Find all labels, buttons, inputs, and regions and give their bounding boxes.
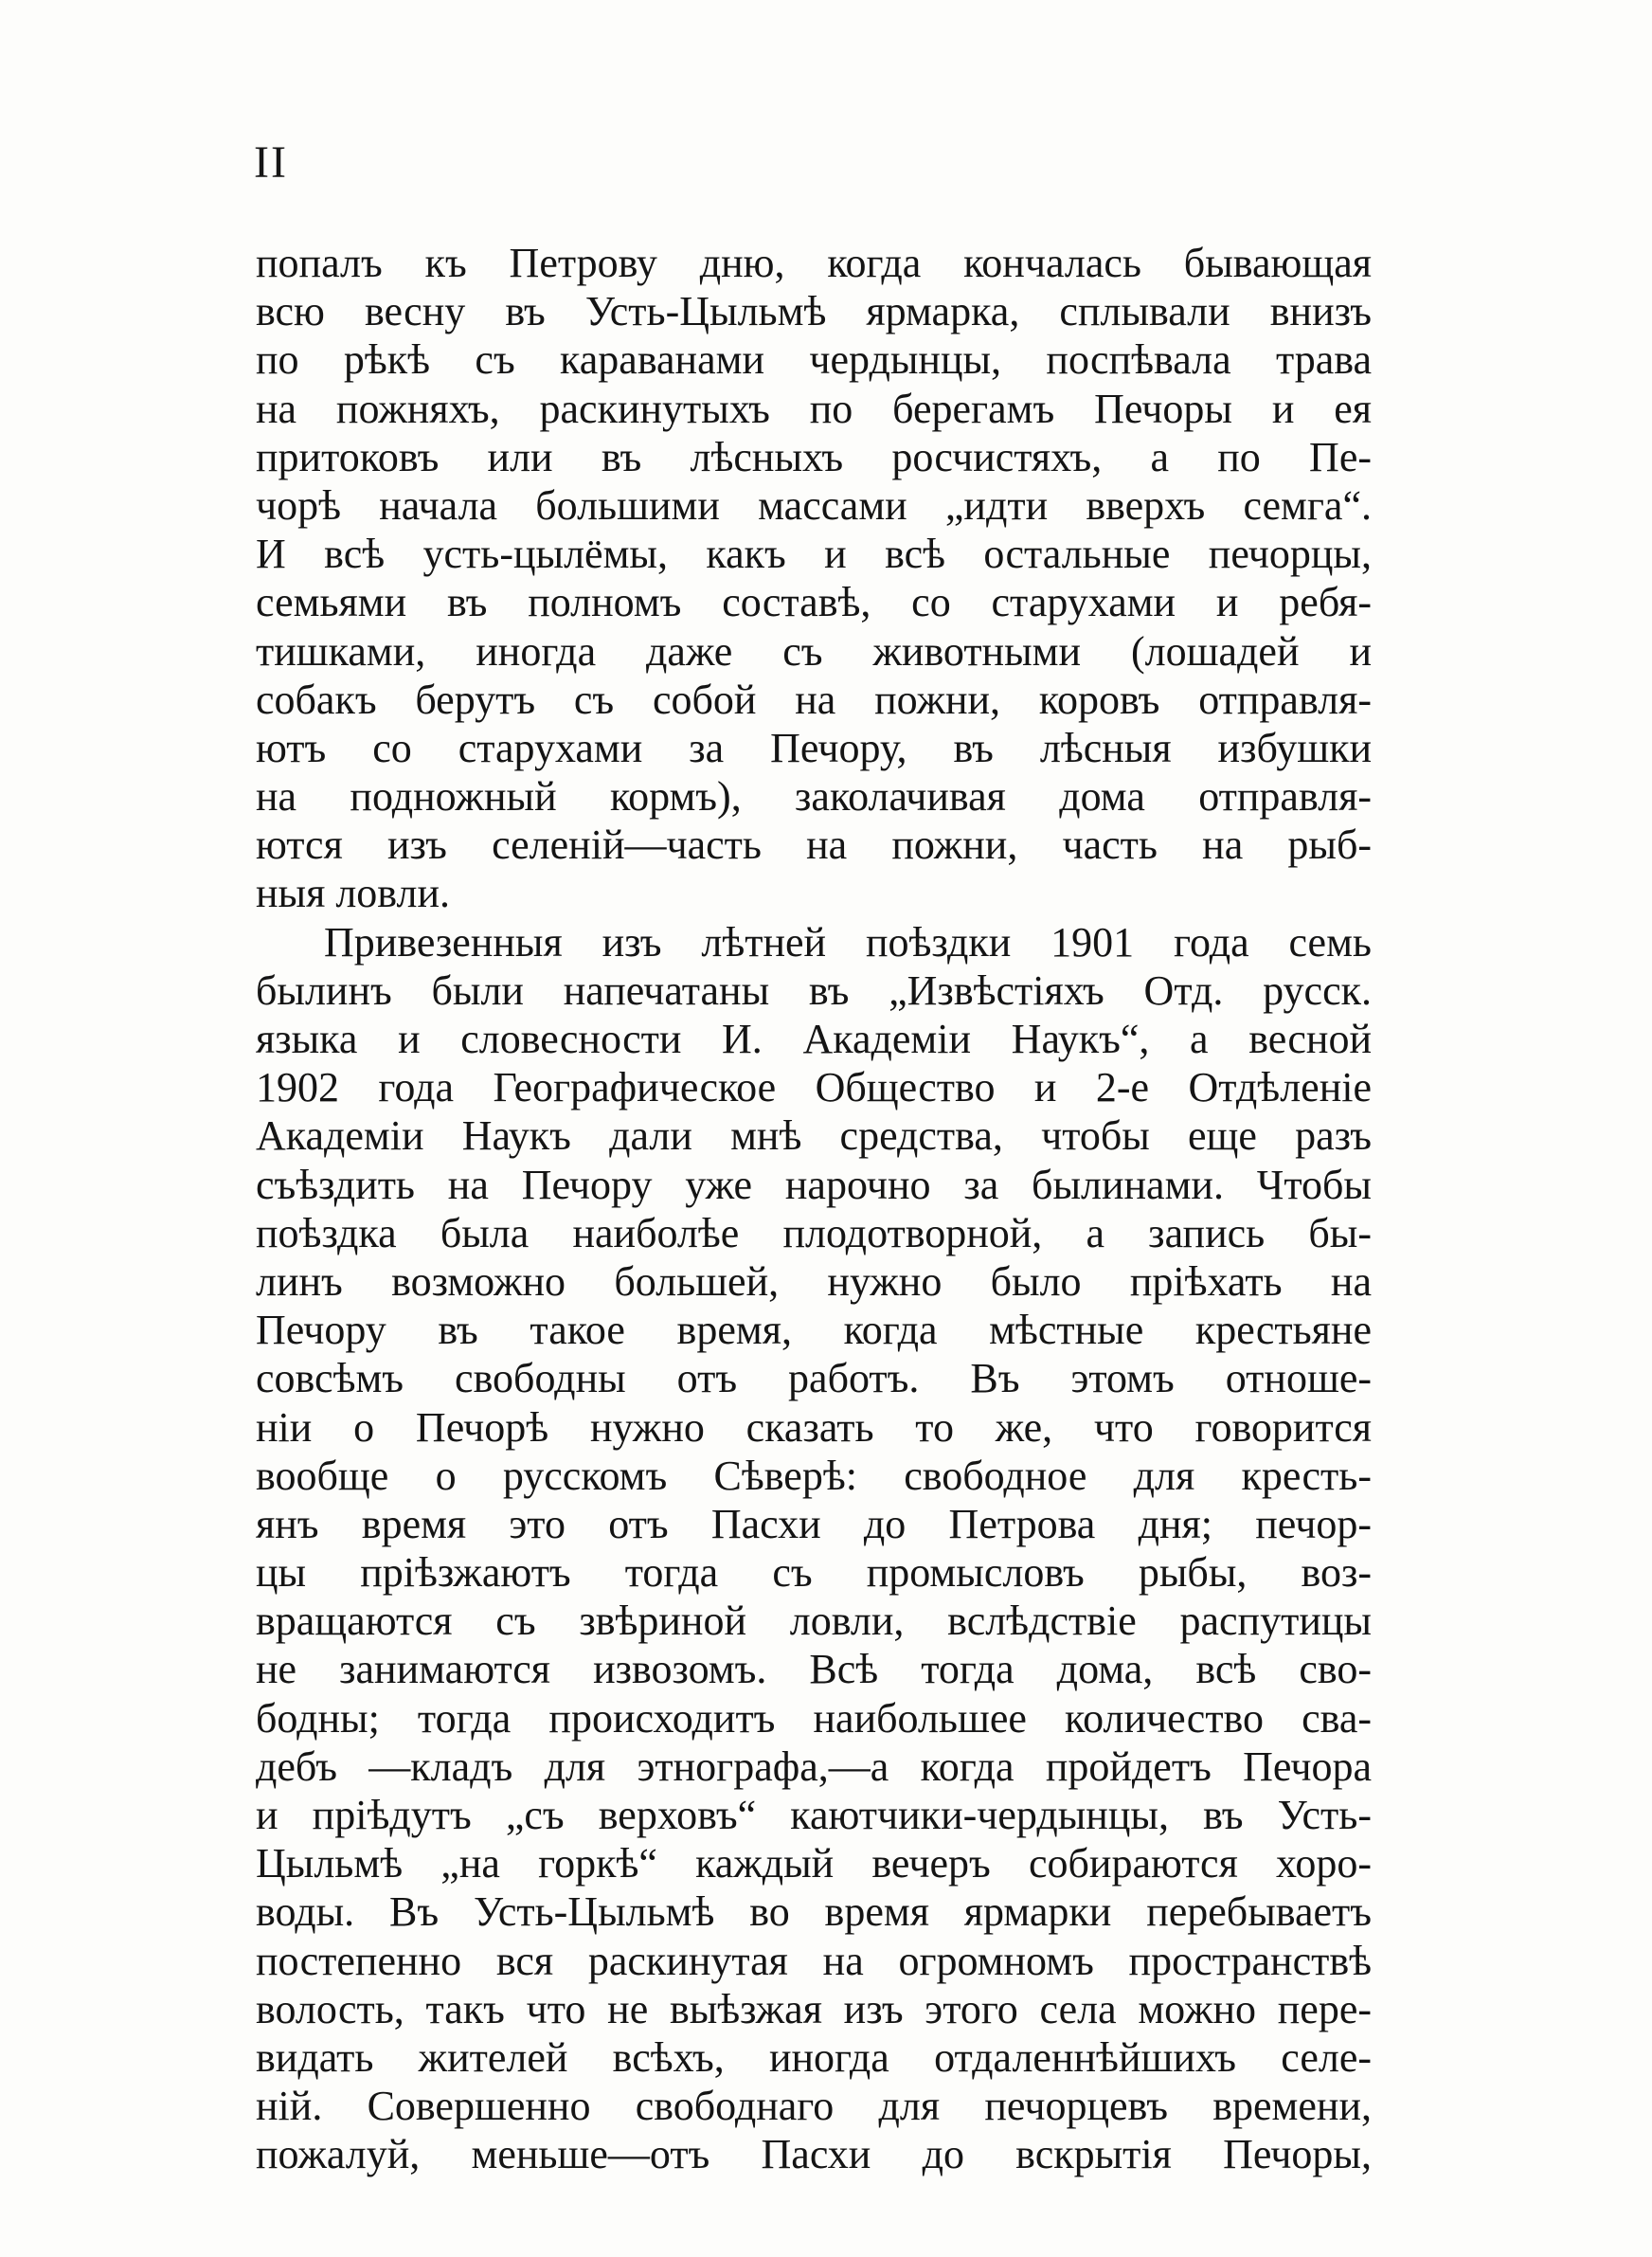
text-line: ются изъ селеній—часть на пожни, часть на рыб-: [256, 822, 1372, 869]
paragraph-start-line: Привезенныя изъ лѣтней поѣздки 1901 года семь: [324, 918, 1372, 966]
paragraph-end-line: ныя ловли.: [256, 870, 451, 917]
text-line: дебъ —кладъ для этнографа,—а когда пройдетъ Печора: [256, 1742, 1372, 1790]
text-line: притоковъ или въ лѣсныхъ росчистяхъ, а по Пе-: [256, 433, 1372, 480]
text-line: Цыльмѣ „на горкѣ“ каждый вечеръ собираются хоро-: [256, 1840, 1372, 1887]
text-line: на подножный кормъ), заколачивая дома отправля-: [256, 773, 1372, 821]
text-line: И всѣ усть-цылёмы, какъ и всѣ остальные печорцы,: [256, 531, 1372, 578]
text-line: тишками, иногда даже съ животными (лошадей и: [256, 627, 1372, 675]
text-line: поѣздка была наиболѣе плодотворной, а запись бы-: [256, 1209, 1372, 1256]
text-line: видать жителей всѣхъ, иногда отдаленнѣйшихъ селе-: [256, 2033, 1372, 2081]
text-line: съѣздить на Печору уже нарочно за былинами. Чтобы: [256, 1161, 1372, 1208]
text-line: линъ возможно большей, нужно было пріѣхать на: [256, 1257, 1372, 1305]
text-line: бодны; тогда происходитъ наибольшее количество сва-: [256, 1694, 1372, 1742]
text-line: ній. Совершенно свободнаго для печорцевъ времени,: [256, 2083, 1372, 2130]
body-text: [256, 239, 1372, 2179]
text-line: всю весну въ Усть-Цыльмѣ ярмарка, сплывали внизъ: [256, 288, 1372, 335]
text-line: по рѣкѣ съ караванами чердынцы, поспѣвала трава: [256, 336, 1372, 384]
text-line: ніи о Печорѣ нужно сказать то же, что говорится: [256, 1403, 1372, 1451]
text-line: вообще о русскомъ Сѣверѣ: свободное для кресть-: [256, 1452, 1372, 1499]
text-line: янъ время это отъ Пасхи до Петрова дня; печор-: [256, 1500, 1372, 1547]
text-line: волость, такъ что не выѣзжая изъ этого села можно пере-: [256, 1985, 1372, 2032]
text-line: воды. Въ Усть-Цыльмѣ во время ярмарки перебываетъ: [256, 1888, 1372, 1936]
text-line: постепенно вся раскинутая на огромномъ пространствѣ: [256, 1937, 1372, 1984]
text-line: на пожняхъ, раскинутыхъ по берегамъ Печоры и ея: [256, 385, 1372, 432]
text-line: совсѣмъ свободны отъ работъ. Въ этомъ отноше-: [256, 1355, 1372, 1402]
text-line: попалъ къ Петрову дню, когда кончалась бывающая: [256, 240, 1372, 286]
text-line: пожалуй, меньше—отъ Пасхи до вскрытія Печоры,: [256, 2131, 1372, 2178]
text-line: цы пріѣзжаютъ тогда съ промысловъ рыбы, воз-: [256, 1549, 1372, 1597]
text-line: Печору въ такое время, когда мѣстные крестьяне: [256, 1307, 1372, 1354]
text-line: не занимаются извозомъ. Всѣ тогда дома, всѣ сво-: [256, 1646, 1372, 1693]
text-line: и пріѣдутъ „съ верховъ“ каютчики-чердынцы, въ Усть-: [256, 1792, 1372, 1838]
text-line: семьями въ полномъ составѣ, со старухами и ребя-: [256, 579, 1372, 626]
page-number: II: [254, 137, 288, 188]
text-line: былинъ были напечатаны въ „Извѣстіяхъ Отд. русск.: [256, 966, 1372, 1014]
text-line: языка и словесности И. Академіи Наукъ“, а весной: [256, 1016, 1372, 1062]
text-line: Академіи Наукъ дали мнѣ средства, чтобы еще разъ: [256, 1112, 1372, 1160]
text-line: собакъ берутъ съ собой на пожни, коровъ отправля-: [256, 676, 1372, 723]
text-line: ютъ со старухами за Печору, въ лѣсныя избушки: [256, 724, 1372, 771]
text-line: чорѣ начала большими массами „идти вверхъ семга“.: [256, 481, 1372, 529]
text-line: вращаются съ звѣриной ловли, вслѣдствіе распутицы: [256, 1598, 1372, 1645]
text-line: 1902 года Географическое Общество и 2-е Отдѣленіе: [256, 1064, 1372, 1111]
